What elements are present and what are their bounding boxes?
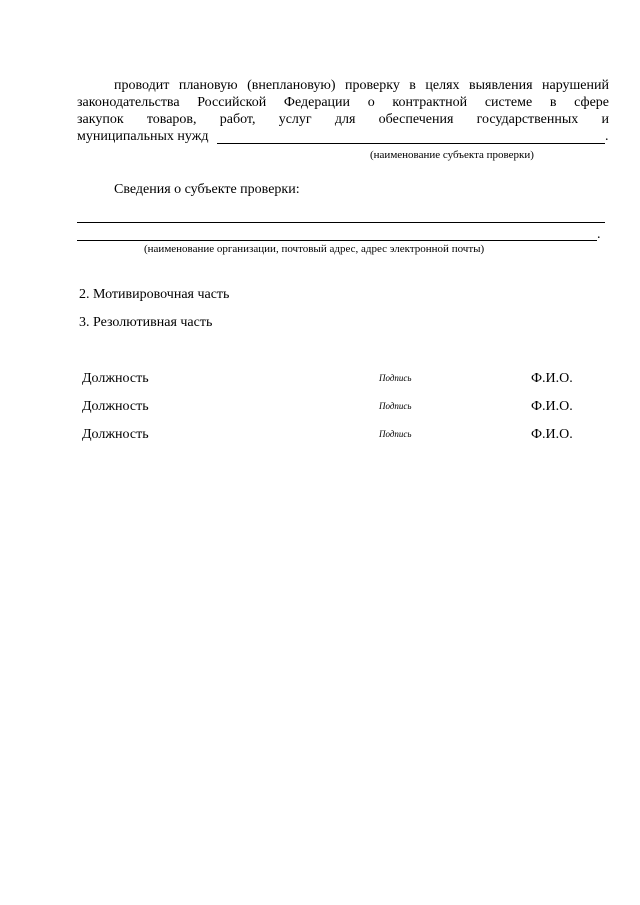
subject-info-caption: (наименование организации, почтовый адрес, адрес электронной почты) <box>144 243 485 255</box>
section-motivation-heading: 2. Мотивировочная часть <box>79 287 230 302</box>
subject-info-heading: Сведения о субъекте проверки: <box>114 182 300 197</box>
signature-name-3: Ф.И.О. <box>531 427 573 442</box>
subject-info-period: . <box>597 227 601 242</box>
signature-position-1: Должность <box>82 371 149 386</box>
section-resolution-heading: 3. Резолютивная часть <box>79 315 213 330</box>
signature-position-2: Должность <box>82 399 149 414</box>
paragraph-line-2: законодательства Российской Федерации о контрактной системе в сфере <box>77 95 609 110</box>
signature-name-1: Ф.И.О. <box>531 371 573 386</box>
paragraph-line-4-period: . <box>605 129 609 144</box>
paragraph-line-4 <box>77 128 209 145</box>
subject-name-caption: (наименование субъекта проверки) <box>370 149 534 161</box>
subject-info-blank-line-1 <box>77 222 605 223</box>
subject-info-blank-line-2 <box>77 240 597 241</box>
paragraph-line-1: проводит плановую (внеплановую) проверку в целях выявления нарушений <box>114 78 609 93</box>
inspection-purpose-paragraph <box>77 77 609 128</box>
signature-position-3: Должность <box>82 427 149 442</box>
paragraph-line-4-text: муниципальных нужд <box>77 129 209 144</box>
signature-sign-3: Подпись <box>379 429 412 439</box>
paragraph-line-3: закупок товаров, работ, услуг для обеспечения государственных и <box>77 112 609 127</box>
signature-name-2: Ф.И.О. <box>531 399 573 414</box>
signature-sign-1: Подпись <box>379 373 412 383</box>
signature-sign-2: Подпись <box>379 401 412 411</box>
subject-name-blank-line <box>217 143 605 144</box>
